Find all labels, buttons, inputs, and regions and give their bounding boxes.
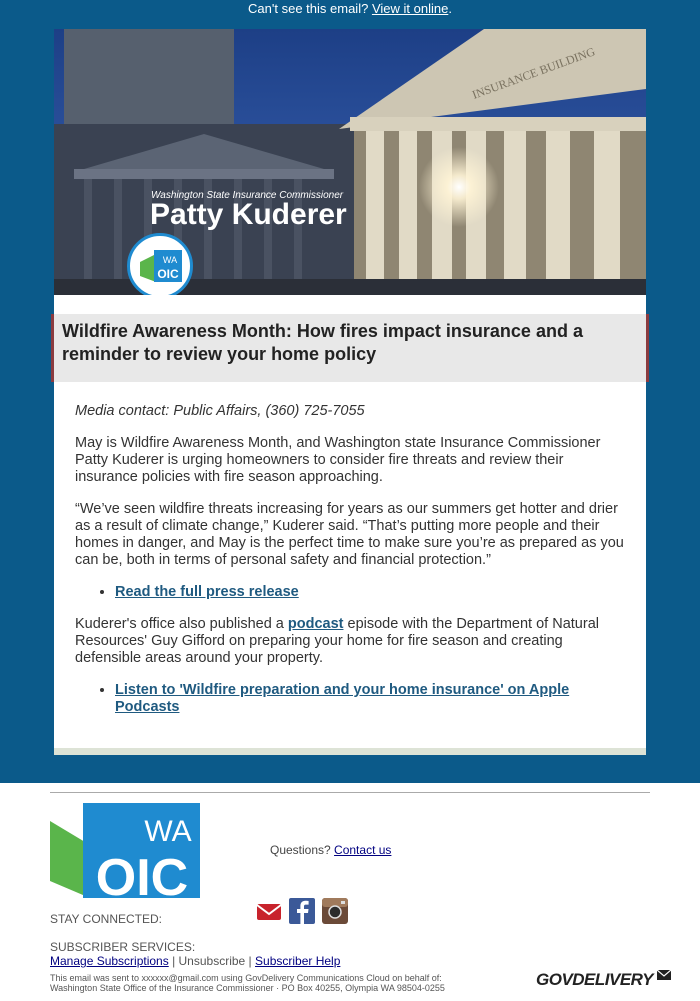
- building-inscription: INSURANCE BUILDING: [470, 44, 597, 102]
- oic-round-logo: [127, 233, 193, 295]
- fine-print-line-1: This email was sent to xxxxxx@gmail.com using GovDelivery Communications Cloud on behalf of:: [50, 973, 442, 983]
- subscriber-services-label: SUBSCRIBER SERVICES:: [50, 940, 196, 954]
- podcast-link[interactable]: podcast: [287, 616, 344, 632]
- subscriber-links: [50, 954, 340, 968]
- subscriber-help-link[interactable]: Subscriber Help: [255, 954, 341, 968]
- card-bottom-border: [54, 748, 646, 755]
- paragraph-3-before: Kuderer's office also published a: [75, 616, 288, 632]
- stay-connected-label: STAY CONNECTED:: [50, 912, 163, 926]
- media-contact: Media contact: Public Affairs, (360) 725-7055: [75, 403, 365, 419]
- footer-logo-wa: WA: [144, 815, 192, 848]
- hero-subtitle: Washington State Insurance Commissioner: [151, 190, 344, 201]
- view-online-link[interactable]: View it online: [371, 1, 449, 16]
- paragraph-2: “We’ve seen wildfire threats increasing for years as our summers get hotter and drier as a result of climate change,” Kuderer said. “That’s putting more people and their homes in danger, and May is the perfect time to make sure you’re as prepared as you can be, both in terms of personal safety and financial protection.”: [75, 501, 624, 568]
- headline-box: [51, 314, 649, 382]
- paragraph-3: [75, 616, 625, 667]
- list-item: [115, 682, 625, 716]
- manage-subscriptions-link[interactable]: Manage Subscriptions: [50, 954, 169, 968]
- instagram-icon[interactable]: [322, 898, 348, 924]
- hero-commissioner-name: Patty Kuderer: [150, 198, 347, 231]
- govdelivery-logo[interactable]: [536, 970, 671, 990]
- facebook-icon[interactable]: [289, 898, 315, 924]
- list-item: [115, 584, 625, 601]
- paragraph-3-after: episode with the Department of Natural Resources' Guy Gifford on preparing your home for fire season and creating defensible areas around your property.: [75, 616, 599, 666]
- round-logo-oic: OIC: [157, 267, 179, 281]
- view-online-bar: [0, 0, 700, 18]
- press-release-list: [75, 584, 625, 601]
- paragraph-1: May is Wildfire Awareness Month, and Washington state Insurance Commissioner Patty Kuderer is urging homeowners to consider fire threats and review their insurance policies with fire season approaching.: [75, 435, 601, 485]
- email-icon[interactable]: [256, 898, 282, 924]
- round-logo-wa: WA: [162, 255, 178, 265]
- oic-logo-icon: [130, 236, 190, 295]
- hero-banner: [54, 29, 646, 295]
- fine-print-line-2: Washington State Office of the Insurance Commissioner · PO Box 40255, Olympia WA 98504-0255: [50, 983, 445, 993]
- questions-label: Questions?: [270, 843, 331, 857]
- contact-us-link[interactable]: Contact us: [334, 843, 392, 857]
- apple-podcasts-link[interactable]: Listen to 'Wildfire preparation and your home insurance' on Apple Podcasts: [115, 682, 570, 715]
- fine-print: [50, 973, 445, 993]
- article-body: [75, 403, 625, 731]
- subscriber-services: [50, 940, 340, 968]
- article-headline: Wildfire Awareness Month: How fires impact insurance and a reminder to review your home policy: [62, 321, 583, 364]
- press-release-link[interactable]: Read the full press release: [115, 584, 299, 600]
- unsubscribe-separator[interactable]: | Unsubscribe |: [168, 954, 256, 968]
- questions-line: [270, 843, 391, 857]
- view-online-suffix: .: [448, 1, 452, 16]
- envelope-icon: [657, 970, 671, 982]
- footer-logo-oic: OIC: [95, 849, 189, 898]
- view-online-prefix: Can't see this email?: [248, 1, 369, 16]
- footer-divider: [50, 792, 650, 793]
- footer-oic-logo[interactable]: [50, 803, 200, 898]
- govdelivery-text: GOVDELIVERY: [536, 970, 653, 989]
- podcast-list: [75, 682, 625, 716]
